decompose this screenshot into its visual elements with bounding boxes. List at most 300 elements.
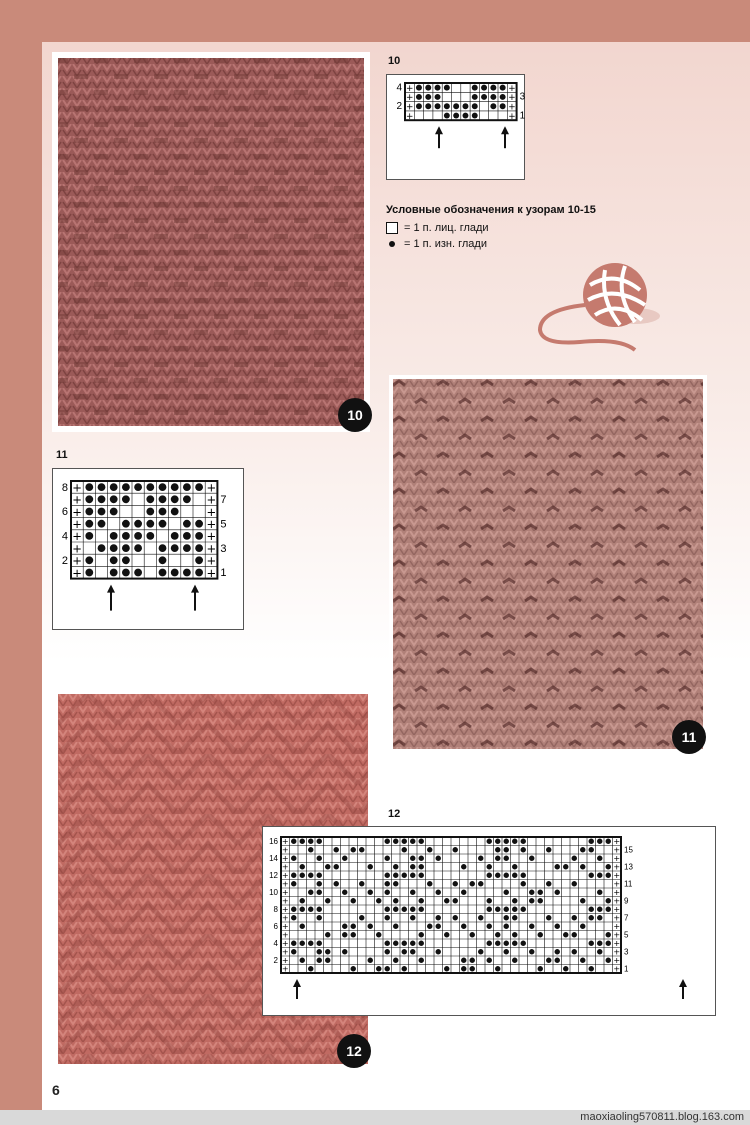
purl-dot: [393, 839, 398, 844]
purl-dot: [98, 483, 106, 491]
purl-dot: [85, 569, 93, 577]
purl-dot: [385, 873, 390, 878]
purl-dot: [436, 949, 441, 954]
purl-dot: [393, 907, 398, 912]
purl-dot: [606, 873, 611, 878]
chart-12: [263, 827, 715, 1015]
pattern-label-11: 11: [56, 449, 68, 461]
purl-dot: [325, 949, 330, 954]
edge-stitch-mark: +: [405, 93, 414, 104]
row-number-right: 1: [519, 110, 526, 122]
edge-stitch-mark: +: [72, 541, 82, 556]
purl-dot: [472, 85, 478, 91]
purl-dot: [606, 898, 611, 903]
purl-dot: [444, 966, 449, 971]
purl-dot: [521, 873, 526, 878]
purl-dot: [291, 941, 296, 946]
purl-dot: [606, 907, 611, 912]
purl-dot: [444, 113, 450, 119]
purl-dot: [461, 966, 466, 971]
edge-stitch-mark: +: [613, 913, 621, 923]
edge-stitch-mark: +: [508, 102, 516, 113]
purl-dot: [504, 941, 509, 946]
purl-dot: [555, 949, 560, 954]
purl-dot: [195, 556, 203, 564]
purl-dot: [546, 915, 551, 920]
purl-dot: [317, 839, 322, 844]
purl-dot: [325, 864, 330, 869]
purl-dot: [500, 85, 506, 91]
chart-box-10: [386, 74, 525, 180]
purl-dot: [606, 958, 611, 963]
purl-dot: [538, 890, 543, 895]
edge-stitch-mark: +: [281, 896, 289, 906]
purl-dot: [317, 941, 322, 946]
purl-dot: [385, 915, 390, 920]
purl-dot: [589, 915, 594, 920]
purl-dot: [402, 966, 407, 971]
dot-icon: [389, 241, 395, 247]
edge-stitch-mark: +: [72, 529, 82, 544]
edge-stitch-mark: +: [613, 837, 621, 847]
purl-dot: [461, 864, 466, 869]
purl-dot: [563, 966, 568, 971]
edge-stitch-mark: +: [281, 930, 289, 940]
purl-dot: [402, 941, 407, 946]
purl-dot: [580, 864, 585, 869]
purl-dot: [317, 881, 322, 886]
purl-dot: [122, 544, 130, 552]
edge-stitch-mark: +: [72, 504, 82, 519]
chart-11: [53, 469, 243, 629]
purl-dot: [410, 907, 415, 912]
row-number-right: 11: [624, 879, 633, 889]
edge-stitch-mark: +: [206, 565, 217, 580]
purl-dot: [368, 958, 373, 963]
purl-dot: [385, 856, 390, 861]
chart-box-12: [262, 826, 716, 1016]
purl-dot: [410, 856, 415, 861]
purl-dot: [597, 890, 602, 895]
edge-stitch-mark: +: [613, 964, 621, 974]
purl-dot: [589, 941, 594, 946]
purl-dot: [495, 966, 500, 971]
purl-dot: [376, 966, 381, 971]
row-number-left: 6: [273, 921, 278, 931]
purl-dot: [589, 847, 594, 852]
purl-dot: [597, 856, 602, 861]
purl-dot: [368, 924, 373, 929]
purl-dot: [134, 532, 142, 540]
purl-dot: [436, 915, 441, 920]
purl-dot: [512, 898, 517, 903]
purl-dot: [98, 495, 106, 503]
purl-dot: [317, 915, 322, 920]
edge-stitch-mark: +: [206, 541, 217, 556]
row-number-left: 10: [269, 887, 278, 897]
purl-dot: [478, 881, 483, 886]
edge-stitch-mark: +: [206, 516, 217, 531]
purl-dot: [393, 881, 398, 886]
row-number-left: 2: [61, 554, 68, 567]
purl-dot: [308, 873, 313, 878]
row-number-right: 7: [220, 493, 227, 506]
left-band: [0, 0, 42, 1110]
purl-dot: [512, 864, 517, 869]
row-number-right: 3: [624, 947, 629, 957]
row-number-left: 14: [269, 853, 278, 863]
purl-dot: [453, 113, 459, 119]
purl-dot: [504, 915, 509, 920]
purl-dot: [110, 532, 118, 540]
purl-dot: [334, 847, 339, 852]
purl-dot: [572, 949, 577, 954]
purl-dot: [146, 520, 154, 528]
purl-dot: [122, 483, 130, 491]
purl-dot: [385, 949, 390, 954]
purl-dot: [435, 94, 441, 100]
edge-stitch-mark: +: [613, 854, 621, 864]
purl-dot: [589, 873, 594, 878]
row-number-left: 16: [269, 836, 278, 846]
row-number-left: 4: [61, 530, 68, 543]
row-number-right: 9: [624, 896, 629, 906]
knit-texture-10: [52, 52, 370, 432]
purl-dot: [368, 864, 373, 869]
purl-dot: [85, 556, 93, 564]
purl-dot: [317, 873, 322, 878]
legend-row-knit: [386, 222, 489, 234]
purl-dot: [359, 915, 364, 920]
purl-dot: [122, 520, 130, 528]
purl-dot: [495, 847, 500, 852]
purl-dot: [487, 898, 492, 903]
edge-stitch-mark: +: [281, 956, 289, 966]
purl-dot: [470, 966, 475, 971]
badge-11: 11: [672, 720, 706, 754]
purl-dot: [159, 508, 167, 516]
purl-dot: [402, 873, 407, 878]
purl-dot: [195, 532, 203, 540]
purl-dot: [351, 924, 356, 929]
purl-dot: [325, 958, 330, 963]
purl-dot: [495, 932, 500, 937]
purl-dot: [597, 941, 602, 946]
purl-dot: [521, 881, 526, 886]
purl-dot: [444, 85, 450, 91]
purl-dot: [453, 881, 458, 886]
purl-dot: [308, 907, 313, 912]
purl-dot: [385, 941, 390, 946]
edge-stitch-mark: +: [72, 480, 82, 495]
purl-dot: [606, 932, 611, 937]
purl-dot: [159, 483, 167, 491]
purl-dot: [580, 958, 585, 963]
purl-dot: [183, 544, 191, 552]
purl-dot: [580, 898, 585, 903]
purl-dot: [478, 915, 483, 920]
edge-stitch-mark: +: [281, 905, 289, 915]
purl-dot: [122, 532, 130, 540]
purl-dot: [159, 556, 167, 564]
edge-stitch-mark: +: [281, 837, 289, 847]
purl-dot: [308, 890, 313, 895]
purl-dot: [529, 949, 534, 954]
purl-dot: [419, 898, 424, 903]
purl-dot: [183, 569, 191, 577]
purl-dot: [504, 839, 509, 844]
purl-dot: [487, 941, 492, 946]
purl-dot: [122, 495, 130, 503]
purl-dot: [195, 483, 203, 491]
purl-dot: [436, 924, 441, 929]
edge-stitch-mark: +: [613, 922, 621, 932]
edge-stitch-mark: +: [72, 553, 82, 568]
purl-dot: [504, 907, 509, 912]
purl-dot: [419, 839, 424, 844]
purl-dot: [436, 856, 441, 861]
purl-dot: [98, 508, 106, 516]
purl-dot: [195, 569, 203, 577]
badge-12: 12: [337, 1034, 371, 1068]
purl-dot: [512, 958, 517, 963]
purl-dot: [385, 890, 390, 895]
edge-stitch-mark: +: [508, 93, 516, 104]
purl-dot: [419, 958, 424, 963]
purl-dot: [597, 949, 602, 954]
purl-dot: [580, 924, 585, 929]
purl-dot: [110, 495, 118, 503]
purl-dot: [572, 881, 577, 886]
purl-dot: [487, 873, 492, 878]
yarn-ball-icon: [530, 250, 670, 365]
edge-stitch-mark: +: [405, 102, 414, 113]
purl-dot: [195, 520, 203, 528]
purl-dot: [308, 839, 313, 844]
purl-dot: [597, 907, 602, 912]
purl-dot: [122, 556, 130, 564]
purl-dot: [453, 847, 458, 852]
row-number-right: 1: [624, 964, 629, 974]
purl-dot: [183, 483, 191, 491]
purl-dot: [472, 103, 478, 109]
purl-dot: [490, 103, 496, 109]
purl-dot: [359, 847, 364, 852]
purl-dot: [495, 873, 500, 878]
purl-dot: [325, 932, 330, 937]
up-arrow-icon: [293, 979, 301, 999]
purl-dot: [512, 915, 517, 920]
purl-dot: [110, 508, 118, 516]
row-number-right: 15: [624, 845, 633, 855]
up-arrow-icon: [679, 979, 687, 999]
purl-dot: [317, 907, 322, 912]
purl-dot: [402, 949, 407, 954]
purl-dot: [410, 949, 415, 954]
purl-dot: [146, 532, 154, 540]
purl-dot: [529, 890, 534, 895]
edge-stitch-mark: +: [281, 947, 289, 957]
purl-dot: [85, 483, 93, 491]
purl-dot: [597, 915, 602, 920]
purl-dot: [487, 924, 492, 929]
purl-dot: [342, 890, 347, 895]
purl-dot: [159, 520, 167, 528]
purl-dot: [402, 907, 407, 912]
purl-dot: [110, 544, 118, 552]
purl-dot: [416, 103, 422, 109]
purl-dot: [410, 915, 415, 920]
row-number-right: 1: [220, 567, 227, 580]
purl-dot: [300, 898, 305, 903]
purl-dot: [470, 881, 475, 886]
purl-dot: [291, 915, 296, 920]
purl-dot: [300, 924, 305, 929]
up-arrow-icon: [435, 126, 443, 148]
purl-dot: [368, 890, 373, 895]
purl-dot: [425, 85, 431, 91]
purl-dot: [376, 932, 381, 937]
purl-dot: [521, 941, 526, 946]
purl-dot: [481, 94, 487, 100]
purl-dot: [98, 544, 106, 552]
purl-dot: [300, 864, 305, 869]
purl-dot: [385, 966, 390, 971]
purl-dot: [490, 94, 496, 100]
edge-stitch-mark: +: [72, 565, 82, 580]
purl-dot: [589, 907, 594, 912]
purl-dot: [453, 103, 459, 109]
edge-stitch-mark: +: [613, 845, 621, 855]
knit-texture-11: [389, 375, 707, 753]
purl-dot: [580, 847, 585, 852]
purl-dot: [300, 873, 305, 878]
edge-stitch-mark: +: [613, 888, 621, 898]
edge-stitch-mark: +: [206, 529, 217, 544]
purl-dot: [487, 864, 492, 869]
purl-dot: [308, 941, 313, 946]
row-number-left: 4: [273, 938, 278, 948]
purl-dot: [538, 966, 543, 971]
purl-dot: [98, 520, 106, 528]
purl-dot: [470, 932, 475, 937]
purl-dot: [470, 958, 475, 963]
purl-dot: [419, 932, 424, 937]
purl-dot: [419, 907, 424, 912]
purl-dot: [478, 949, 483, 954]
purl-dot: [416, 94, 422, 100]
purl-dot: [159, 495, 167, 503]
purl-dot: [159, 569, 167, 577]
purl-dot: [342, 949, 347, 954]
purl-dot: [376, 898, 381, 903]
pattern-label-10: 10: [388, 55, 401, 67]
purl-dot: [146, 495, 154, 503]
purl-dot: [546, 881, 551, 886]
purl-dot: [572, 915, 577, 920]
purl-dot: [606, 864, 611, 869]
purl-dot: [461, 890, 466, 895]
purl-dot: [521, 839, 526, 844]
purl-dot: [529, 898, 534, 903]
legend-title: Условные обозначения к узорам 10-15: [386, 204, 596, 216]
purl-dot: [410, 864, 415, 869]
edge-stitch-mark: +: [281, 913, 289, 923]
swatch-photo-10: [52, 52, 370, 432]
edge-stitch-mark: +: [281, 854, 289, 864]
edge-stitch-mark: +: [613, 939, 621, 949]
purl-dot: [416, 85, 422, 91]
edge-stitch-mark: +: [405, 111, 414, 122]
purl-dot: [495, 941, 500, 946]
purl-dot: [435, 103, 441, 109]
purl-dot: [385, 881, 390, 886]
purl-dot: [134, 483, 142, 491]
purl-dot: [134, 544, 142, 552]
purl-dot: [300, 941, 305, 946]
edge-stitch-mark: +: [281, 845, 289, 855]
edge-stitch-mark: +: [613, 956, 621, 966]
purl-dot: [291, 873, 296, 878]
purl-dot: [512, 907, 517, 912]
chart-10: [387, 75, 524, 179]
purl-dot: [572, 932, 577, 937]
purl-dot: [317, 890, 322, 895]
purl-dot: [572, 856, 577, 861]
purl-dot: [402, 847, 407, 852]
edge-stitch-mark: +: [613, 879, 621, 889]
purl-dot: [110, 569, 118, 577]
purl-dot: [308, 847, 313, 852]
purl-dot: [425, 94, 431, 100]
purl-dot: [110, 556, 118, 564]
purl-dot: [402, 839, 407, 844]
row-number-right: 13: [624, 862, 633, 872]
purl-dot: [317, 856, 322, 861]
purl-dot: [495, 856, 500, 861]
purl-dot: [419, 873, 424, 878]
purl-dot: [334, 881, 339, 886]
purl-dot: [146, 508, 154, 516]
badge-10: 10: [338, 398, 372, 432]
top-band: [0, 0, 750, 42]
row-number-left: 8: [273, 904, 278, 914]
purl-dot: [504, 873, 509, 878]
purl-dot: [359, 881, 364, 886]
purl-dot: [521, 847, 526, 852]
row-number-left: 2: [396, 101, 402, 113]
edge-stitch-mark: +: [281, 871, 289, 881]
purl-dot: [146, 483, 154, 491]
purl-dot: [110, 483, 118, 491]
purl-dot: [462, 103, 468, 109]
row-number-left: 4: [396, 82, 402, 94]
purl-dot: [342, 932, 347, 937]
purl-dot: [291, 881, 296, 886]
purl-dot: [444, 932, 449, 937]
legend-row-purl: [386, 238, 487, 250]
purl-dot: [85, 520, 93, 528]
edge-stitch-mark: +: [281, 879, 289, 889]
purl-dot: [472, 113, 478, 119]
purl-dot: [342, 924, 347, 929]
edge-stitch-mark: +: [72, 492, 82, 507]
purl-dot: [487, 907, 492, 912]
purl-dot: [453, 898, 458, 903]
purl-dot: [171, 544, 179, 552]
edge-stitch-mark: +: [508, 111, 516, 122]
purl-dot: [85, 508, 93, 516]
